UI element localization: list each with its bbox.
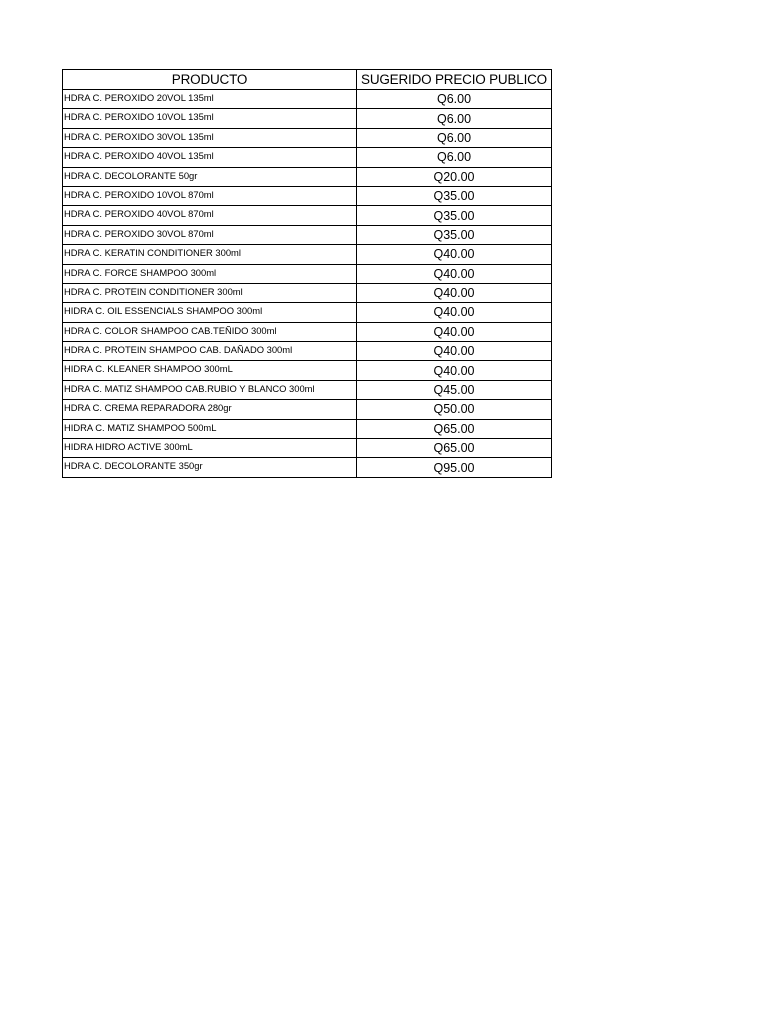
- table-row: [63, 245, 552, 264]
- product-name-cell: HDRA C. FORCE SHAMPOO 300ml: [63, 264, 357, 283]
- price-cell: Q40.00: [357, 264, 552, 283]
- price-cell: Q6.00: [357, 148, 552, 167]
- table-row: [63, 400, 552, 419]
- product-name-cell: HDRA C. PEROXIDO 40VOL 870ml: [63, 206, 357, 225]
- product-name-cell: HIDRA C. MATIZ SHAMPOO 500mL: [63, 419, 357, 438]
- product-name-cell: HDRA C. DECOLORANTE 350gr: [63, 458, 357, 477]
- price-cell: Q40.00: [357, 303, 552, 322]
- table-row: [63, 90, 552, 109]
- header-price: SUGERIDO PRECIO PUBLICO: [357, 70, 552, 90]
- price-table: [62, 69, 552, 478]
- table-row: [63, 322, 552, 341]
- price-cell: Q40.00: [357, 245, 552, 264]
- product-name-cell: HDRA C. PROTEIN SHAMPOO CAB. DAÑADO 300ml: [63, 342, 357, 361]
- table-row: [63, 283, 552, 302]
- product-name-cell: HIDRA C. OIL ESSENCIALS SHAMPOO 300ml: [63, 303, 357, 322]
- table-row: [63, 167, 552, 186]
- header-product: PRODUCTO: [63, 70, 357, 90]
- table-row: [63, 225, 552, 244]
- table-row: [63, 380, 552, 399]
- price-cell: Q6.00: [357, 90, 552, 109]
- price-cell: Q6.00: [357, 109, 552, 128]
- price-cell: Q50.00: [357, 400, 552, 419]
- price-cell: Q40.00: [357, 322, 552, 341]
- product-name-cell: HDRA C. KERATIN CONDITIONER 300ml: [63, 245, 357, 264]
- table-header-row: [63, 70, 552, 90]
- price-cell: Q35.00: [357, 186, 552, 205]
- price-cell: Q20.00: [357, 167, 552, 186]
- product-name-cell: HDRA C. DECOLORANTE 50gr: [63, 167, 357, 186]
- table-row: [63, 109, 552, 128]
- product-name-cell: HDRA C. PEROXIDO 30VOL 135ml: [63, 128, 357, 147]
- price-cell: Q40.00: [357, 342, 552, 361]
- product-name-cell: HDRA C. PEROXIDO 20VOL 135ml: [63, 90, 357, 109]
- product-name-cell: HIDRA HIDRO ACTIVE 300mL: [63, 439, 357, 458]
- table-row: [63, 361, 552, 380]
- table-row: [63, 458, 552, 477]
- price-cell: Q6.00: [357, 128, 552, 147]
- price-list-sheet: [62, 69, 552, 478]
- product-name-cell: HDRA C. PEROXIDO 40VOL 135ml: [63, 148, 357, 167]
- product-name-cell: HDRA C. PEROXIDO 10VOL 135ml: [63, 109, 357, 128]
- price-cell: Q40.00: [357, 283, 552, 302]
- price-cell: Q35.00: [357, 206, 552, 225]
- table-row: [63, 439, 552, 458]
- table-row: [63, 148, 552, 167]
- table-row: [63, 342, 552, 361]
- table-row: [63, 419, 552, 438]
- product-name-cell: HIDRA C. KLEANER SHAMPOO 300mL: [63, 361, 357, 380]
- table-row: [63, 206, 552, 225]
- product-name-cell: HDRA C. CREMA REPARADORA 280gr: [63, 400, 357, 419]
- price-cell: Q45.00: [357, 380, 552, 399]
- table-body: [63, 90, 552, 478]
- table-row: [63, 128, 552, 147]
- product-name-cell: HDRA C. COLOR SHAMPOO CAB.TEÑIDO 300ml: [63, 322, 357, 341]
- price-cell: Q40.00: [357, 361, 552, 380]
- price-cell: Q65.00: [357, 419, 552, 438]
- product-name-cell: HDRA C. MATIZ SHAMPOO CAB.RUBIO Y BLANCO 300ml: [63, 380, 357, 399]
- product-name-cell: HDRA C. PROTEIN CONDITIONER 300ml: [63, 283, 357, 302]
- table-row: [63, 264, 552, 283]
- price-cell: Q35.00: [357, 225, 552, 244]
- product-name-cell: HDRA C. PEROXIDO 30VOL 870ml: [63, 225, 357, 244]
- product-name-cell: HDRA C. PEROXIDO 10VOL 870ml: [63, 186, 357, 205]
- table-row: [63, 186, 552, 205]
- table-row: [63, 303, 552, 322]
- price-cell: Q65.00: [357, 439, 552, 458]
- price-cell: Q95.00: [357, 458, 552, 477]
